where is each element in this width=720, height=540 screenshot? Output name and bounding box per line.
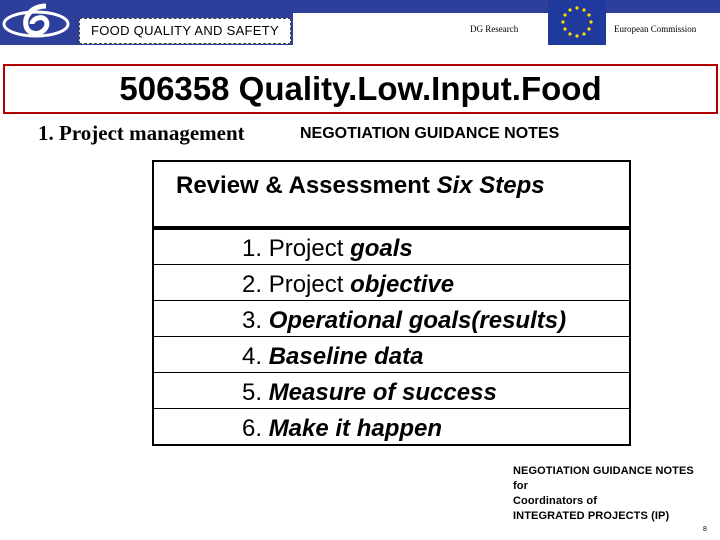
step-number: 1. bbox=[242, 235, 269, 262]
review-main-text: Review & Assessment bbox=[176, 172, 437, 199]
footer-line: INTEGRATED PROJECTS (IP) bbox=[513, 510, 670, 522]
step-item bbox=[154, 410, 629, 445]
step-emphasis-text: Make it happen bbox=[268, 415, 443, 442]
review-heading bbox=[152, 160, 631, 228]
step-plain-text: Project bbox=[268, 271, 351, 298]
eu-flag-icon bbox=[548, 0, 606, 45]
step-number: 2. bbox=[242, 271, 269, 298]
footer-line: for bbox=[513, 480, 528, 492]
page-title: 506358 Quality.Low.Input.Food bbox=[3, 64, 718, 114]
step-item bbox=[154, 374, 629, 409]
section-label: 1. Project management bbox=[38, 121, 245, 145]
step-item bbox=[154, 302, 629, 337]
page-number: 8 bbox=[703, 526, 707, 533]
step-plain-text: Project bbox=[268, 235, 351, 262]
step-number: 4. bbox=[242, 343, 269, 370]
step-emphasis-text: objective bbox=[350, 271, 455, 298]
review-italic-text: Six Steps bbox=[436, 172, 545, 199]
footer-line: Coordinators of bbox=[513, 495, 597, 507]
subtitle: NEGOTIATION GUIDANCE NOTES bbox=[300, 125, 560, 142]
step-item bbox=[154, 338, 629, 373]
step-number: 6. bbox=[242, 415, 269, 442]
steps-list bbox=[152, 228, 631, 446]
step-number: 5. bbox=[242, 379, 269, 406]
dg-research-label: DG Research bbox=[470, 24, 519, 34]
footer-line: NEGOTIATION GUIDANCE NOTES bbox=[513, 465, 694, 477]
step-item bbox=[154, 230, 629, 265]
european-commission-label: European Commission bbox=[614, 24, 697, 34]
fp6-logo-icon bbox=[2, 2, 74, 40]
step-number: 3. bbox=[242, 307, 269, 334]
step-emphasis-text: Baseline data bbox=[268, 343, 424, 370]
step-emphasis-text: goals bbox=[350, 235, 413, 262]
step-emphasis-text: Measure of success bbox=[268, 379, 497, 406]
step-emphasis-text: Operational goals(results) bbox=[268, 307, 567, 334]
footer-note bbox=[513, 464, 694, 524]
program-label: FOOD QUALITY AND SAFETY bbox=[79, 18, 291, 44]
step-item bbox=[154, 266, 629, 301]
